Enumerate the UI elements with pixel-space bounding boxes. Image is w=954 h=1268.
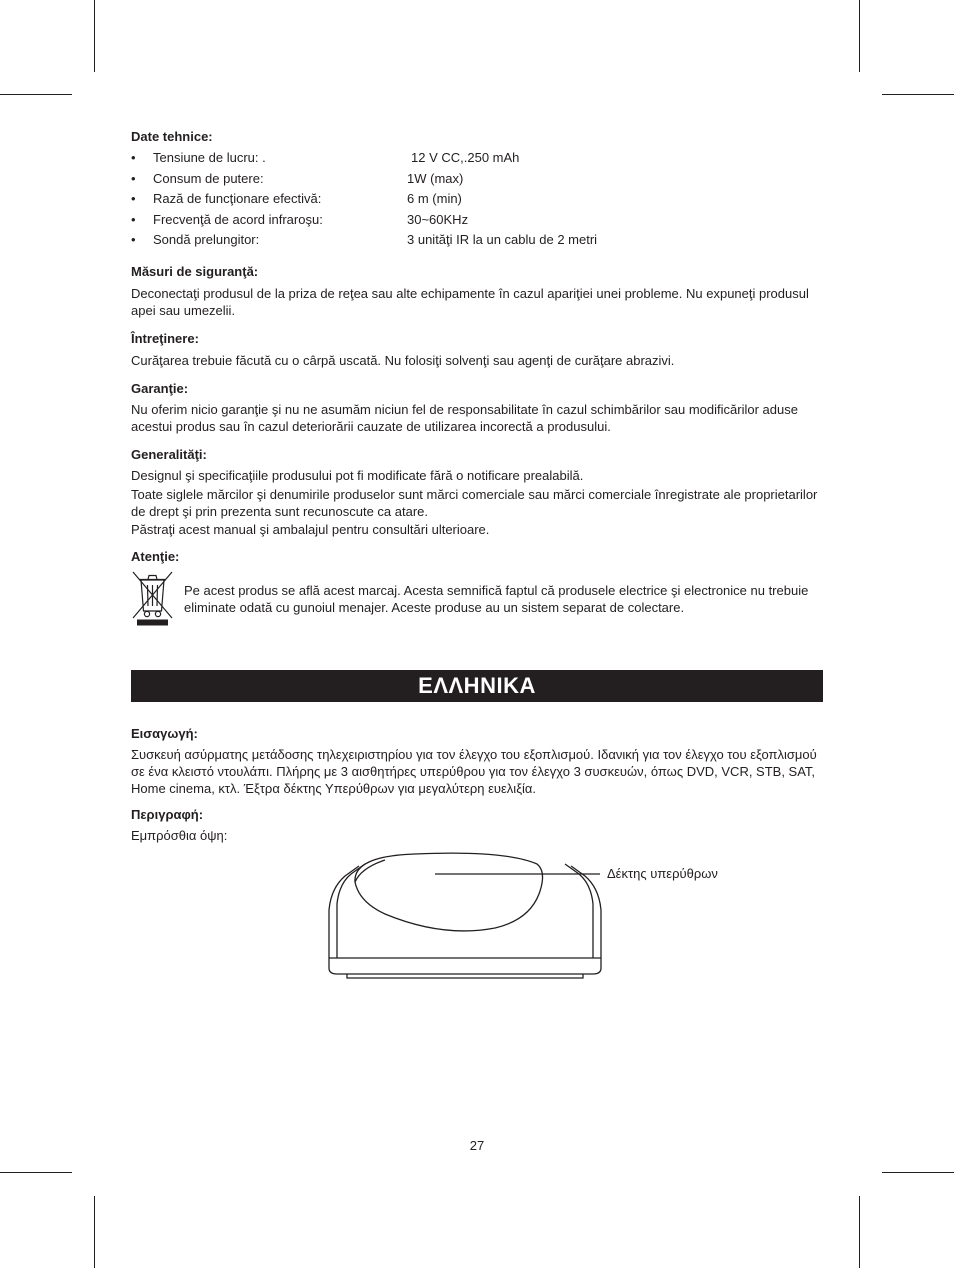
general-line: Designul şi specificaţiile produsului pot fi modificate fără o notificare prealabilă. (131, 467, 584, 483)
spec-value: 1W (max) (407, 170, 464, 186)
crop-mark (94, 1196, 95, 1268)
bullet: • (131, 232, 136, 248)
spec-value: 30~60KHz (407, 211, 469, 227)
romanian-section (131, 128, 823, 565)
weee-notice-text: Pe acest produs se află acest marcaj. Acesta semnifică faptul că produsele electrice şi electronice nu trebuie eliminate odată cu gunoiul menajer. Aceste produse au un sistem separat de colectare. (184, 583, 809, 615)
crop-mark (882, 1172, 954, 1173)
ir-receiver-callout: Δέκτης υπερύθρων (607, 866, 718, 881)
warranty-text: Nu oferim nicio garanţie şi nu ne asumăm niciun fel de responsabilitate în cazul schimbărilor sau modificărilor aduse acestui produs sau în cazul deteriorării cauzate de utilizarea incorectă a produsului. (131, 401, 798, 434)
spec-value: 6 m (min) (407, 191, 462, 207)
maintenance-heading: Întreţinere: (131, 330, 199, 346)
general-line: Toate siglele mărcilor şi denumirile produselor sunt mărci comerciale sau mărci comerciale înregistrate ale proprietarilor de drept şi prin prezenta sunt recunoscute ca atare. (131, 486, 818, 519)
spec-label: Consum de putere: (153, 170, 264, 186)
description-heading: Περιγραφή: (131, 807, 204, 822)
crop-mark (0, 1172, 72, 1173)
intro-heading: Εισαγωγή: (131, 726, 198, 741)
tech-specs-heading: Date tehnice: (131, 129, 213, 144)
bullet: • (131, 191, 136, 207)
page-number: 27 (469, 1138, 485, 1153)
safety-text: Deconectaţi produsul de la priza de reţea sau alte echipamente în cazul apariţiei unei probleme. Nu expuneţi produsul apei sau umezelii. (131, 285, 809, 318)
spec-label: Frecvenţă de acord infraroşu: (153, 211, 323, 227)
safety-heading: Măsuri de siguranţă: (131, 263, 259, 279)
greek-section (131, 725, 823, 844)
spec-label: Tensiune de lucru: . (153, 150, 266, 165)
attention-heading: Atenţie: (131, 548, 180, 564)
bullet: • (131, 150, 136, 165)
intro-text: Συσκευή ασύρματης μετάδοσης τηλεχειριστηρίου για τον έλεγχο του εξοπλισμού. Ιδανική για τον έλεγχο του εξοπλισμού σε ένα κλειστό ντουλάπι. Πλήρης με 3 αισθητήρες υπερύθρου για τον έλεγχο 3 συσκευών, όπως DVD, VCR, STB, SAT, Home cinema, κτλ. Έξτρα δέκτης Υπερύθρων για μεγαλύτερη ευελιξία. (131, 747, 817, 796)
general-heading: Generalităţi: (131, 446, 207, 462)
spec-label: Sondă prelungitor: (153, 232, 260, 248)
spec-item (131, 169, 823, 190)
spec-value: 3 unităţi IR la un cablu de 2 metri (407, 232, 598, 248)
spec-value: 12 V CC,.250 mAh (411, 150, 520, 165)
crop-mark (94, 0, 95, 72)
weee-notice (131, 570, 823, 630)
crop-mark (882, 94, 954, 95)
crop-mark (0, 94, 72, 95)
tech-specs-list (131, 148, 823, 251)
ir-receiver-illustration (325, 848, 605, 980)
crop-mark (859, 1196, 860, 1268)
maintenance-text: Curăţarea trebuie făcută cu o cârpă uscată. Nu folosiţi solvenţi sau agenţi de curăţare abrazivi. (131, 352, 675, 368)
spec-label: Rază de funcţionare efectivă: (153, 191, 322, 207)
spec-item (131, 148, 823, 169)
general-line: Păstraţi acest manual şi ambalajul pentru consultări ulterioare. (131, 521, 490, 537)
bullet: • (131, 211, 136, 227)
front-view-label: Εμπρόσθια όψη: (131, 828, 228, 843)
spec-item (131, 230, 823, 251)
crop-mark (859, 0, 860, 72)
spec-item (131, 210, 823, 231)
warranty-heading: Garanţie: (131, 380, 189, 396)
crossed-out-wheelie-bin-icon (131, 570, 175, 628)
bullet: • (131, 170, 136, 186)
spec-item (131, 189, 823, 210)
language-banner: ΕΛΛΗΝΙΚΑ (131, 670, 823, 702)
